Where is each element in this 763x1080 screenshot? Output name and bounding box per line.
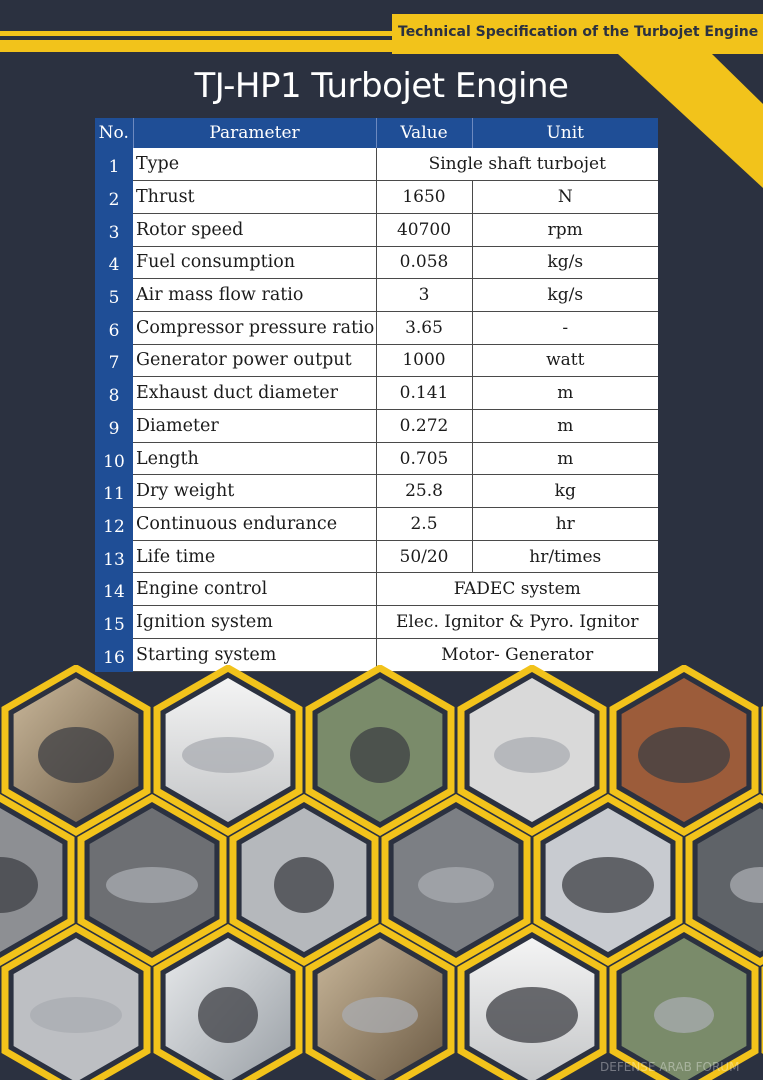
table-row: [95, 540, 658, 573]
row-number: 14: [95, 573, 133, 606]
row-number: 5: [95, 279, 133, 312]
row-value: 1000: [376, 344, 472, 377]
component-shape: [654, 997, 714, 1033]
row-value: 40700: [376, 213, 472, 246]
component-shape: [494, 737, 570, 773]
table-row: [95, 311, 658, 344]
row-unit: kg/s: [472, 279, 658, 312]
header-value: Value: [376, 118, 472, 148]
table-row: [95, 377, 658, 410]
row-unit: m: [472, 377, 658, 410]
row-unit: rpm: [472, 213, 658, 246]
component-shape: [198, 987, 258, 1043]
table-row: [95, 344, 658, 377]
header-no: No.: [95, 118, 133, 148]
table-row: [95, 475, 658, 508]
header-stripe-thick: [0, 40, 392, 52]
table-header-row: [95, 118, 658, 148]
row-parameter: Dry weight: [133, 475, 376, 508]
row-unit: kg/s: [472, 246, 658, 279]
row-unit: m: [472, 442, 658, 475]
row-parameter: Continuous endurance: [133, 508, 376, 541]
row-value: 2.5: [376, 508, 472, 541]
row-parameter: Ignition system: [133, 606, 376, 639]
row-number: 4: [95, 246, 133, 279]
row-parameter: Rotor speed: [133, 213, 376, 246]
row-value: 1650: [376, 181, 472, 214]
row-unit: hr/times: [472, 540, 658, 573]
watermark-text: DEFENSE ARAB FORUM: [600, 1060, 740, 1074]
row-number: 11: [95, 475, 133, 508]
row-parameter: Thrust: [133, 181, 376, 214]
component-shape: [274, 857, 334, 913]
row-value: 0.272: [376, 410, 472, 443]
header-unit: Unit: [472, 118, 658, 148]
table-row: [95, 573, 658, 606]
header-stripe-thin: [0, 31, 392, 36]
spec-table: [95, 118, 658, 672]
row-number: 16: [95, 638, 133, 671]
page-title: TJ-HP1 Turbojet Engine: [194, 66, 569, 106]
row-value: 3.65: [376, 311, 472, 344]
component-shape: [350, 727, 410, 783]
component-shape: [562, 857, 654, 913]
row-number: 13: [95, 540, 133, 573]
component-shape: [30, 997, 122, 1033]
component-photo-gallery: [0, 665, 763, 1080]
table-row: [95, 606, 658, 639]
component-shape: [638, 727, 730, 783]
row-value: 0.705: [376, 442, 472, 475]
row-unit: -: [472, 311, 658, 344]
row-value: 0.141: [376, 377, 472, 410]
component-shape: [418, 867, 494, 903]
row-value-merged: Motor- Generator: [376, 638, 658, 671]
row-value-merged: Single shaft turbojet: [376, 148, 658, 181]
row-value-merged: FADEC system: [376, 573, 658, 606]
component-shape: [342, 997, 418, 1033]
row-value: 25.8: [376, 475, 472, 508]
table-row: [95, 279, 658, 312]
component-shape: [106, 867, 198, 903]
row-number: 1: [95, 148, 133, 181]
component-shape: [182, 737, 274, 773]
row-unit: hr: [472, 508, 658, 541]
component-shape: [486, 987, 578, 1043]
table-row: [95, 213, 658, 246]
row-parameter: Generator power output: [133, 344, 376, 377]
row-number: 9: [95, 410, 133, 443]
row-parameter: Starting system: [133, 638, 376, 671]
row-parameter: Compressor pressure ratio: [133, 311, 376, 344]
row-number: 15: [95, 606, 133, 639]
row-unit: watt: [472, 344, 658, 377]
row-value: 3: [376, 279, 472, 312]
row-parameter: Length: [133, 442, 376, 475]
table-row: [95, 246, 658, 279]
row-number: 2: [95, 181, 133, 214]
table-row: [95, 508, 658, 541]
component-shape: [38, 727, 114, 783]
table-row: [95, 410, 658, 443]
table-row: [95, 148, 658, 181]
row-parameter: Air mass flow ratio: [133, 279, 376, 312]
row-value: 50/20: [376, 540, 472, 573]
row-number: 12: [95, 508, 133, 541]
row-number: 7: [95, 344, 133, 377]
row-parameter: Engine control: [133, 573, 376, 606]
table-row: [95, 442, 658, 475]
row-unit: N: [472, 181, 658, 214]
row-number: 6: [95, 311, 133, 344]
table-row: [95, 181, 658, 214]
row-parameter: Fuel consumption: [133, 246, 376, 279]
row-number: 8: [95, 377, 133, 410]
row-number: 3: [95, 213, 133, 246]
row-number: 10: [95, 442, 133, 475]
row-parameter: Life time: [133, 540, 376, 573]
row-value-merged: Elec. Ignitor & Pyro. Ignitor: [376, 606, 658, 639]
row-parameter: Type: [133, 148, 376, 181]
row-parameter: Diameter: [133, 410, 376, 443]
row-parameter: Exhaust duct diameter: [133, 377, 376, 410]
row-unit: m: [472, 410, 658, 443]
row-unit: kg: [472, 475, 658, 508]
banner-text: Technical Specification of the Turbojet Engine: [398, 24, 759, 40]
row-value: 0.058: [376, 246, 472, 279]
header-parameter: Parameter: [133, 118, 376, 148]
